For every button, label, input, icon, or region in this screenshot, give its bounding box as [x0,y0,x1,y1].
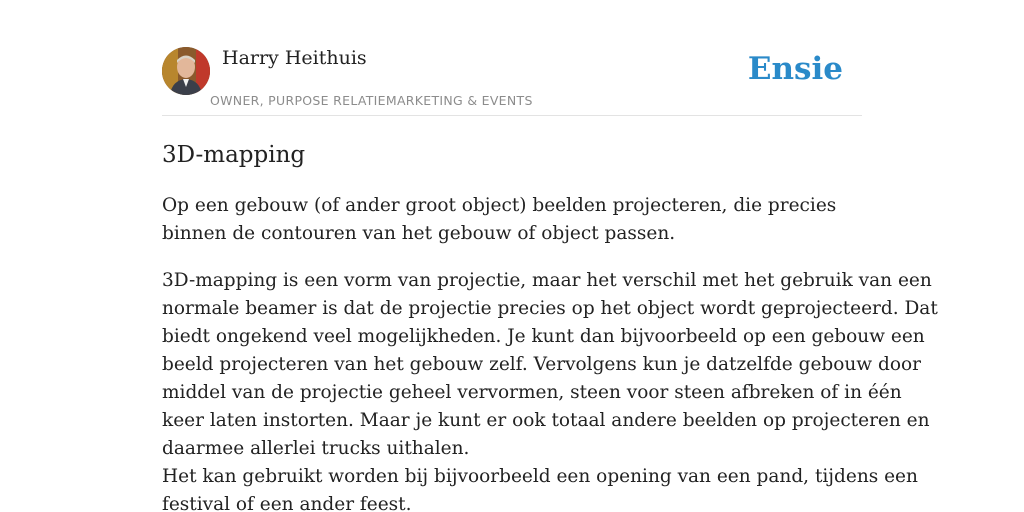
explanation-line: Het kan gebruikt worden bij bijvoorbeeld een opening van een pand, tijdens een [162,466,918,487]
explanation-line: beeld projecteren van het gebouw zelf. Vervolgens kun je datzelfde gebouw door [162,354,921,375]
definition-card [162,0,938,512]
explanation-line: 3D-mapping is een vorm van projectie, maar het verschil met het gebruik van een [162,270,932,291]
brand-logo[interactable]: Ensie [747,51,843,87]
explanation-line: daarmee allerlei trucks uithalen. [162,438,470,459]
explanation-line: middel van de projectie geheel vervormen, steen voor steen afbreken of in één [162,382,902,403]
explanation-line: biedt ongekend veel mogelijkheden. Je kunt dan bijvoorbeeld op een gebouw een [162,326,925,347]
explanation-line: festival of een ander feest. [162,494,412,512]
card-header [162,0,862,116]
author-role: OWNER, PURPOSE RELATIEMARKETING & EVENTS [210,93,533,108]
term-title: 3D-mapping [162,142,306,168]
author-avatar[interactable] [162,47,210,95]
person-icon [162,47,210,95]
explanation-line: keer laten instorten. Maar je kunt er ook totaal andere beelden op projecteren en [162,410,930,431]
term-explanation [162,267,938,512]
term-definition: Op een gebouw (of ander groot object) beelden projecteren, die precies binnen de contouren van het gebouw of object passen. [162,195,837,244]
explanation-line: normale beamer is dat de projectie precies op het object wordt geprojecteerd. Dat [162,298,938,319]
author-name[interactable]: Harry Heithuis [222,47,367,69]
